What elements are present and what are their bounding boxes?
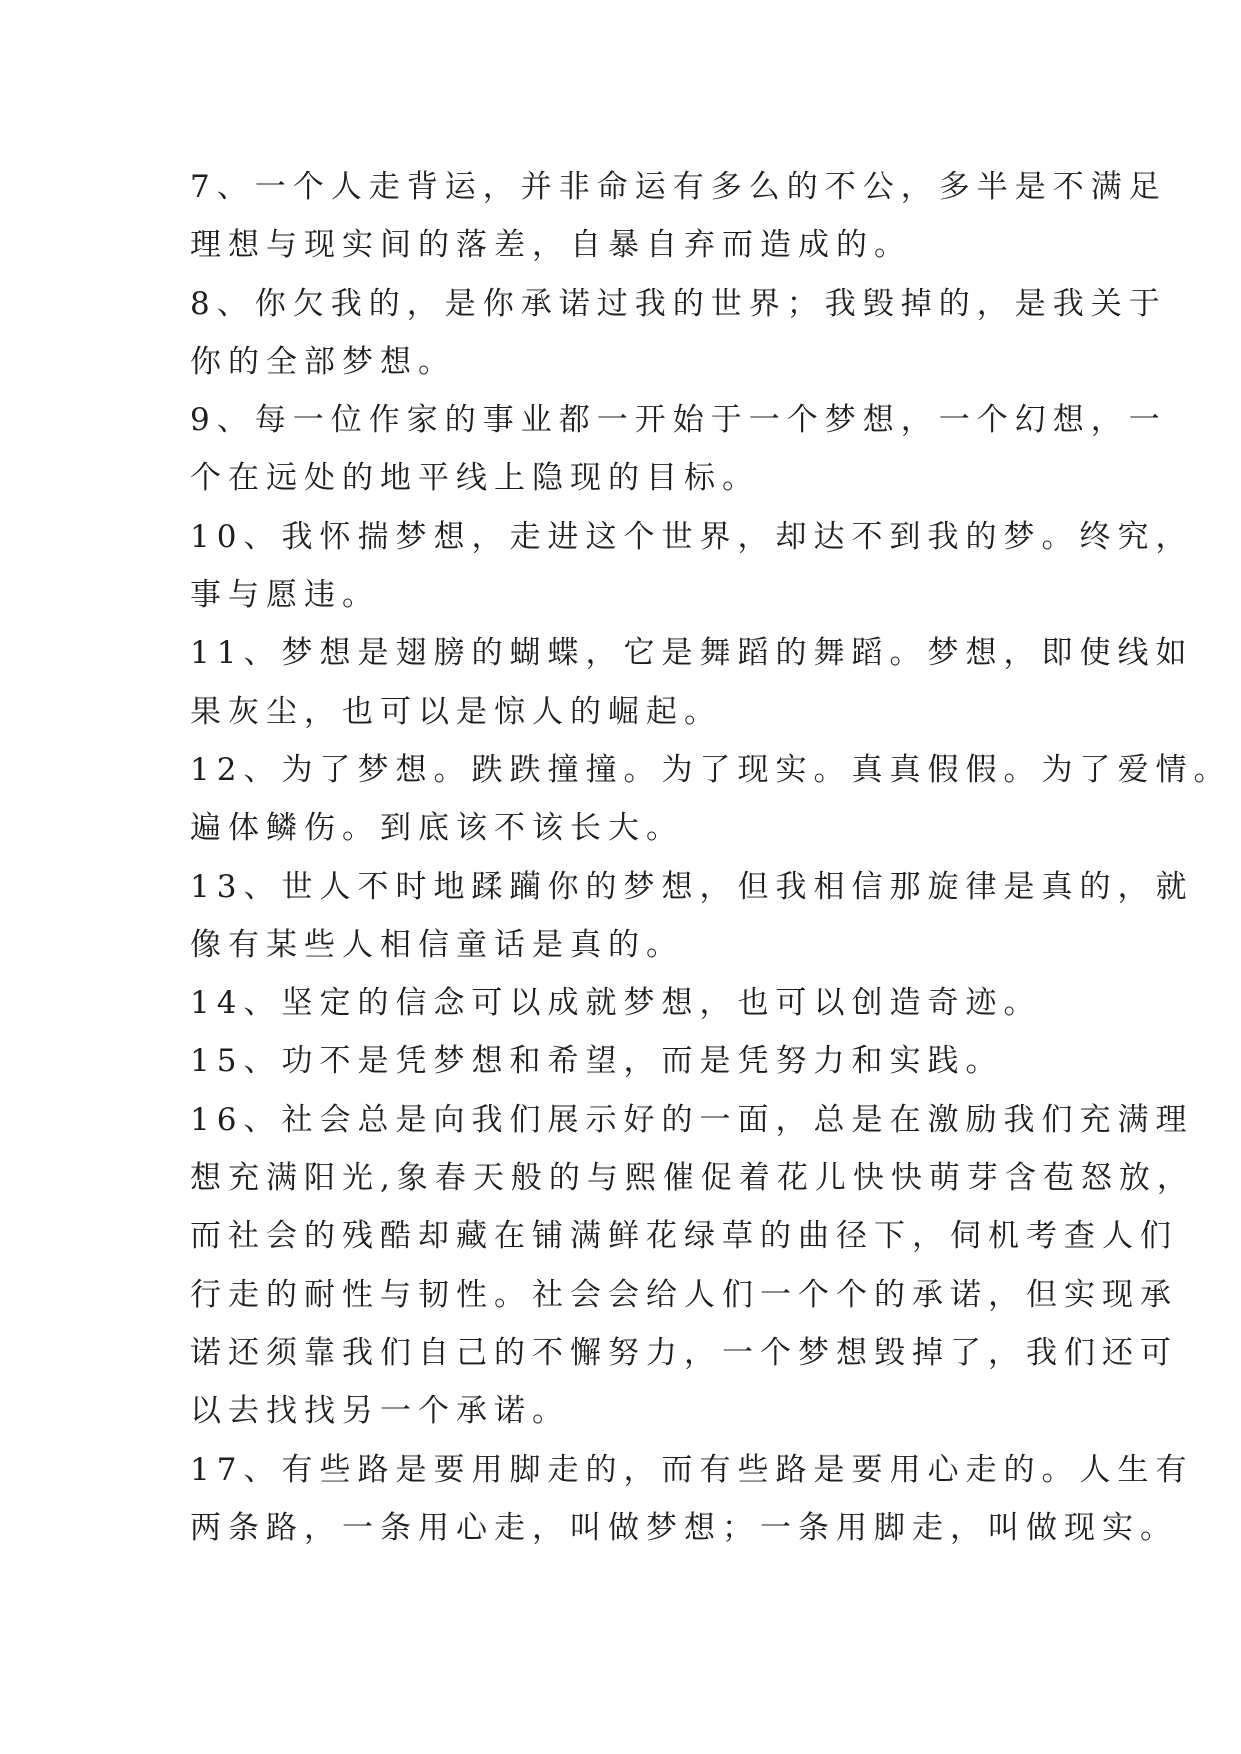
text-line: 10、我怀揣梦想，走进这个世界，却达不到我的梦。终究， xyxy=(190,518,1194,555)
text-line: 果灰尘，也可以是惊人的崛起。 xyxy=(190,693,722,730)
text-line: 想充满阳光,象春天般的与熙催促着花儿快快萌芽含苞怒放， xyxy=(190,1160,1195,1197)
text-line: 13、世人不时地蹂躏你的梦想，但我相信那旋律是真的，就 xyxy=(190,868,1194,905)
text-line: 12、为了梦想。跌跌撞撞。为了现实。真真假假。为了爱情。 xyxy=(190,751,1232,788)
text-line: 16、社会总是向我们展示好的一面，总是在激励我们充满理 xyxy=(190,1101,1194,1138)
text-line: 7、一个人走背运，并非命运有多么的不公，多半是不满足 xyxy=(190,169,1167,205)
text-line: 遍体鳞伤。到底该不该长大。 xyxy=(190,810,684,847)
text-line: 17、有些路是要用脚走的，而有些路是要用心走的。人生有 xyxy=(190,1451,1194,1488)
text-line: 诺还须靠我们自己的不懈努力，一个梦想毁掉了，我们还可 xyxy=(190,1334,1178,1371)
text-line: 15、功不是凭梦想和希望，而是凭努力和实践。 xyxy=(190,1043,1004,1080)
text-line: 你的全部梦想。 xyxy=(190,343,456,380)
document-body xyxy=(190,158,1232,1557)
text-line: 两条路，一条用心走，叫做梦想；一条用脚走，叫做现实。 xyxy=(190,1509,1178,1546)
text-line: 9、每一位作家的事业都一开始于一个梦想，一个幻想，一 xyxy=(190,402,1167,439)
text-line: 以去找找另一个承诺。 xyxy=(190,1393,570,1430)
text-line: 理想与现实间的落差，自暴自弃而造成的。 xyxy=(190,227,912,264)
text-line: 14、坚定的信念可以成就梦想，也可以创造奇迹。 xyxy=(190,985,1042,1022)
text-line: 个在远处的地平线上隐现的目标。 xyxy=(190,460,760,497)
text-line: 像有某些人相信童话是真的。 xyxy=(190,926,684,963)
text-line: 而社会的残酷却藏在铺满鲜花绿草的曲径下，伺机考查人们 xyxy=(190,1218,1178,1255)
text-line: 行走的耐性与韧性。社会会给人们一个个的承诺，但实现承 xyxy=(190,1276,1178,1313)
text-line: 事与愿违。 xyxy=(190,577,380,614)
text-line: 11、梦想是翅膀的蝴蝶，它是舞蹈的舞蹈。梦想，即使线如 xyxy=(190,635,1194,672)
text-line: 8、你欠我的，是你承诺过我的世界；我毁掉的，是我关于 xyxy=(190,285,1167,322)
